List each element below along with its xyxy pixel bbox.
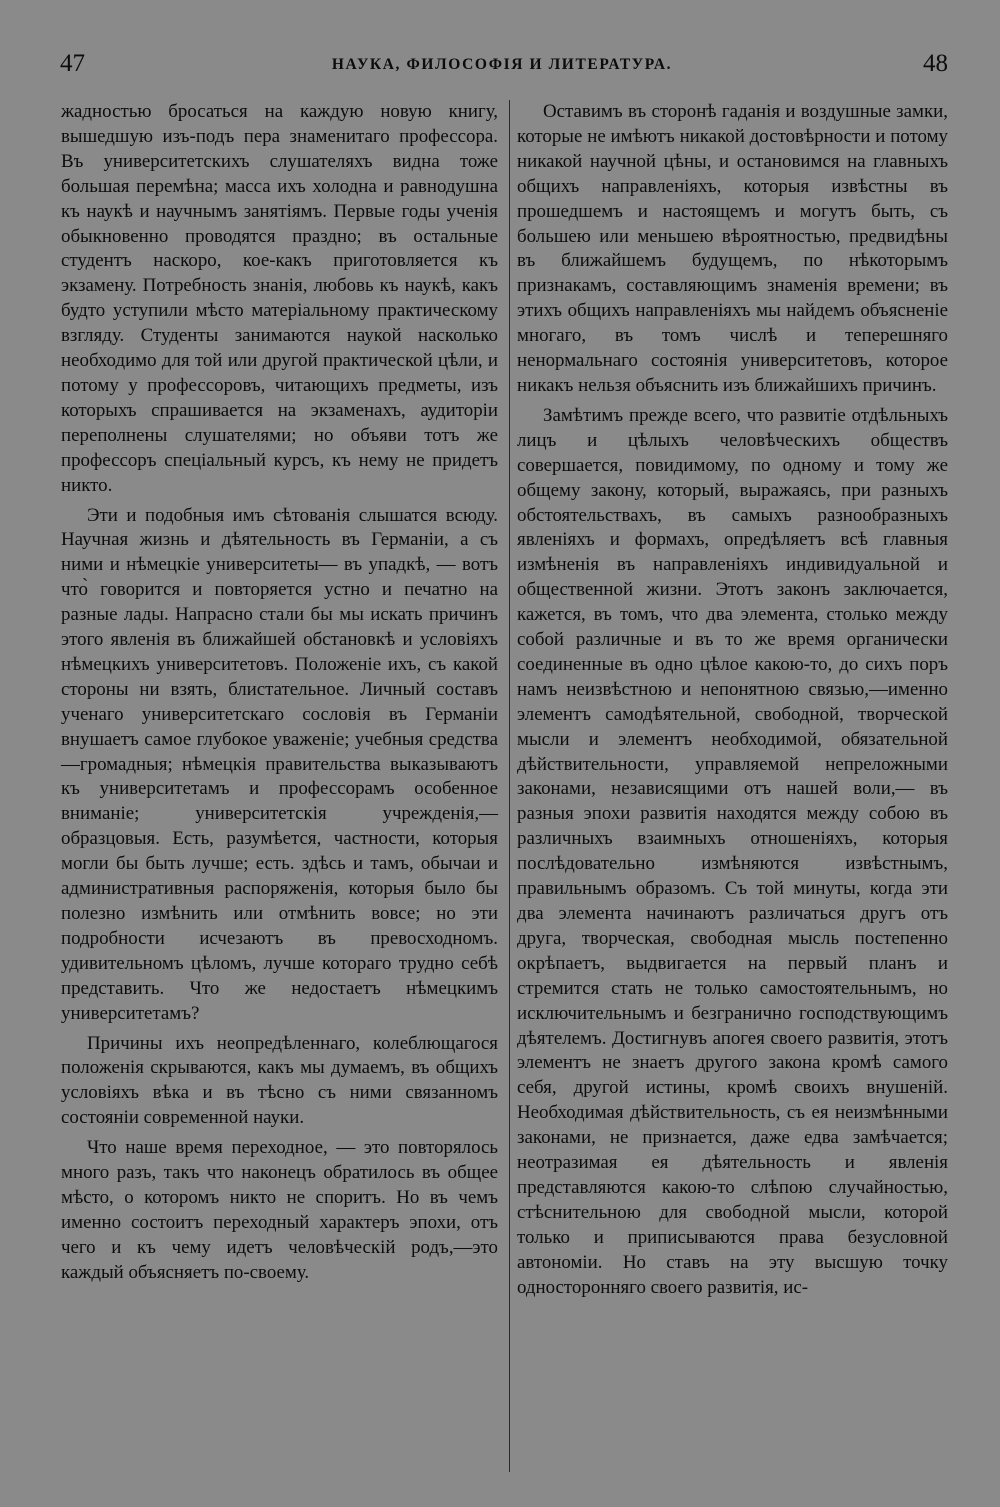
running-header xyxy=(56,50,948,80)
right-column xyxy=(517,100,948,1306)
paragraph: жадностью бросаться на каждую новую книгу, вышедшую изъ-подъ пера знаменитаго профессора. Въ университетскихъ слушателяхъ видна тоже большая перемѣна; масса ихъ холодна и равнодушна къ наукѣ и научнымъ занятіямъ. Первые годы ученія обыкновенно проводятся праздно; въ остальные студентъ наскоро, кое-какъ приготовляется къ экзамену. Потребность знанія, любовь къ наукѣ, какъ будто уступили мѣсто матеріальному практическому взгляду. Студенты занимаются наукой насколько необходимо для той или другой практической цѣли, и потому у профессоровъ, читающихъ предметы, изъ которыхъ спрашивается на экзаменахъ, аудиторіи переполнены слушателями; но объяви тотъ же профессоръ спеціальный курсъ, къ нему не придетъ никто. xyxy=(61,101,498,496)
running-title: НАУКА, ФИЛОСОФІЯ И ЛИТЕРАТУРА. xyxy=(331,56,673,73)
page-number-right: 48 xyxy=(923,50,948,77)
page-number-left: 47 xyxy=(60,50,85,77)
paragraph: Что наше время переходное, — это повторялось много разъ, такъ что наконецъ обратилось въ общее мѣсто, о которомъ никто не споритъ. Но въ чемъ именно состоитъ переходный характеръ эпохи, отъ чего и къ чему идетъ человѣческій родъ,—это каждый объясняетъ по-своему. xyxy=(61,1137,498,1283)
paragraph: Замѣтимъ прежде всего, что развитіе отдѣльныхъ лицъ и цѣлыхъ человѣческихъ обществъ совершается, повидимому, по одному и тому же общему закону, который, выражаясь, при разныхъ обстоятельствахъ, въ самыхъ разнообразныхъ явленіяхъ и формахъ, опредѣляетъ всѣ главныя измѣненія въ направленіяхъ индивидуальной и общественной жизни. Этотъ законъ заключается, кажется, въ томъ, что два элемента, столько между собой различные и въ то же время органически соединенные въ одно цѣлое какою-то, до сихъ поръ намъ неизвѣстною и непонятною связью,—именно элементъ самодѣятельной, свободной, творческой мысли и элементъ необходимой, обязательной дѣйствительности, управляемой непреложными законами, независящими отъ нашей воли,— въ разныя эпохи развитія находятся между собою въ различныхъ взаимныхъ отношеніяхъ, которыя послѣдовательно измѣняются извѣстнымъ, правильнымъ образомъ. Съ той минуты, когда эти два элемента начинаютъ различаться другъ отъ друга, творческая, свободная мысль постепенно окрѣпаетъ, выдвигается на первый планъ и стремится стать не только самостоятельнымъ, но исключительнымъ и безгранично господствующимъ дѣятелемъ. Достигнувъ апогея своего развитія, этотъ элементъ не знаетъ другого закона кромѣ самого себя, другой истины, кромѣ своихъ внушеній. Необходимая дѣйствительность, съ ея неизмѣнными законами, не признается, даже едва замѣчается; неотразимая ея дѣятельность и явленія представляются какою-то слѣпою случайностью, стѣснительною для свободной мысли, которой только и приписываются права безусловной автономіи. Но ставъ на эту высшую точку односторонняго своего развитія, ис- xyxy=(517,404,948,1298)
column-divider xyxy=(509,100,510,1472)
left-column xyxy=(61,100,498,1291)
paragraph: Эти и подобныя имъ сѣтованія слышатся всюду. Научная жизнь и дѣятельность въ Германіи, а съ ними и нѣмецкіе университеты— въ упадкѣ, — вотъ что̀ говорится и повторяется устно и печатно на разные лады. Напрасно стали бы мы искать причинъ этого явленія въ ближайшей обстановкѣ и условіяхъ нѣмецкихъ университетовъ. Положеніе ихъ, съ какой стороны ни взять, блистательное. Личный составъ ученаго университетскаго сословія въ Германіи внушаетъ самое глубокое уваженіе; учебныя средства—громадныя; нѣмецкія правительства выказываютъ къ университетамъ и профессорамъ особенное вниманіе; университетскія учрежденія,— образцовыя. Есть, разумѣется, частности, которыя могли бы быть лучше; есть. здѣсь и тамъ, обычаи и административныя распоряженія, которыя было бы полезно измѣнить или отмѣнить вовсе; но эти подробности исчезаютъ въ превосходномъ. удивительномъ цѣломъ, лучше котораго трудно себѣ представить. Что же недостаетъ нѣмецкимъ университетамъ? xyxy=(61,504,498,1024)
paragraph: Причины ихъ неопредѣленнаго, колеблющагося положенія скрываются, какъ мы думаемъ, въ общихъ условіяхъ вѣка и въ тѣсно съ ними связанномъ состояніи современной науки. xyxy=(61,1032,498,1129)
paragraph: Оставимъ въ сторонѣ гаданія и воздушные замки, которые не имѣютъ никакой достовѣрности и потому никакой научной цѣны, и остановимся на главныхъ общихъ направленіяхъ, которыя извѣстны въ прошедшемъ и настоящемъ и могутъ быть, съ большею или меньшею вѣроятностью, предвидѣны въ ближайшемъ будущемъ, по нѣкоторымъ признакамъ, составляющимъ знаменія времени; въ этихъ общихъ направленіяхъ мы найдемъ объясненіе многаго, въ томъ числѣ и теперешняго ненормальнаго состоянія университетовъ, которое никакъ нельзя объяснить изъ ближайшихъ причинъ. xyxy=(517,101,948,396)
